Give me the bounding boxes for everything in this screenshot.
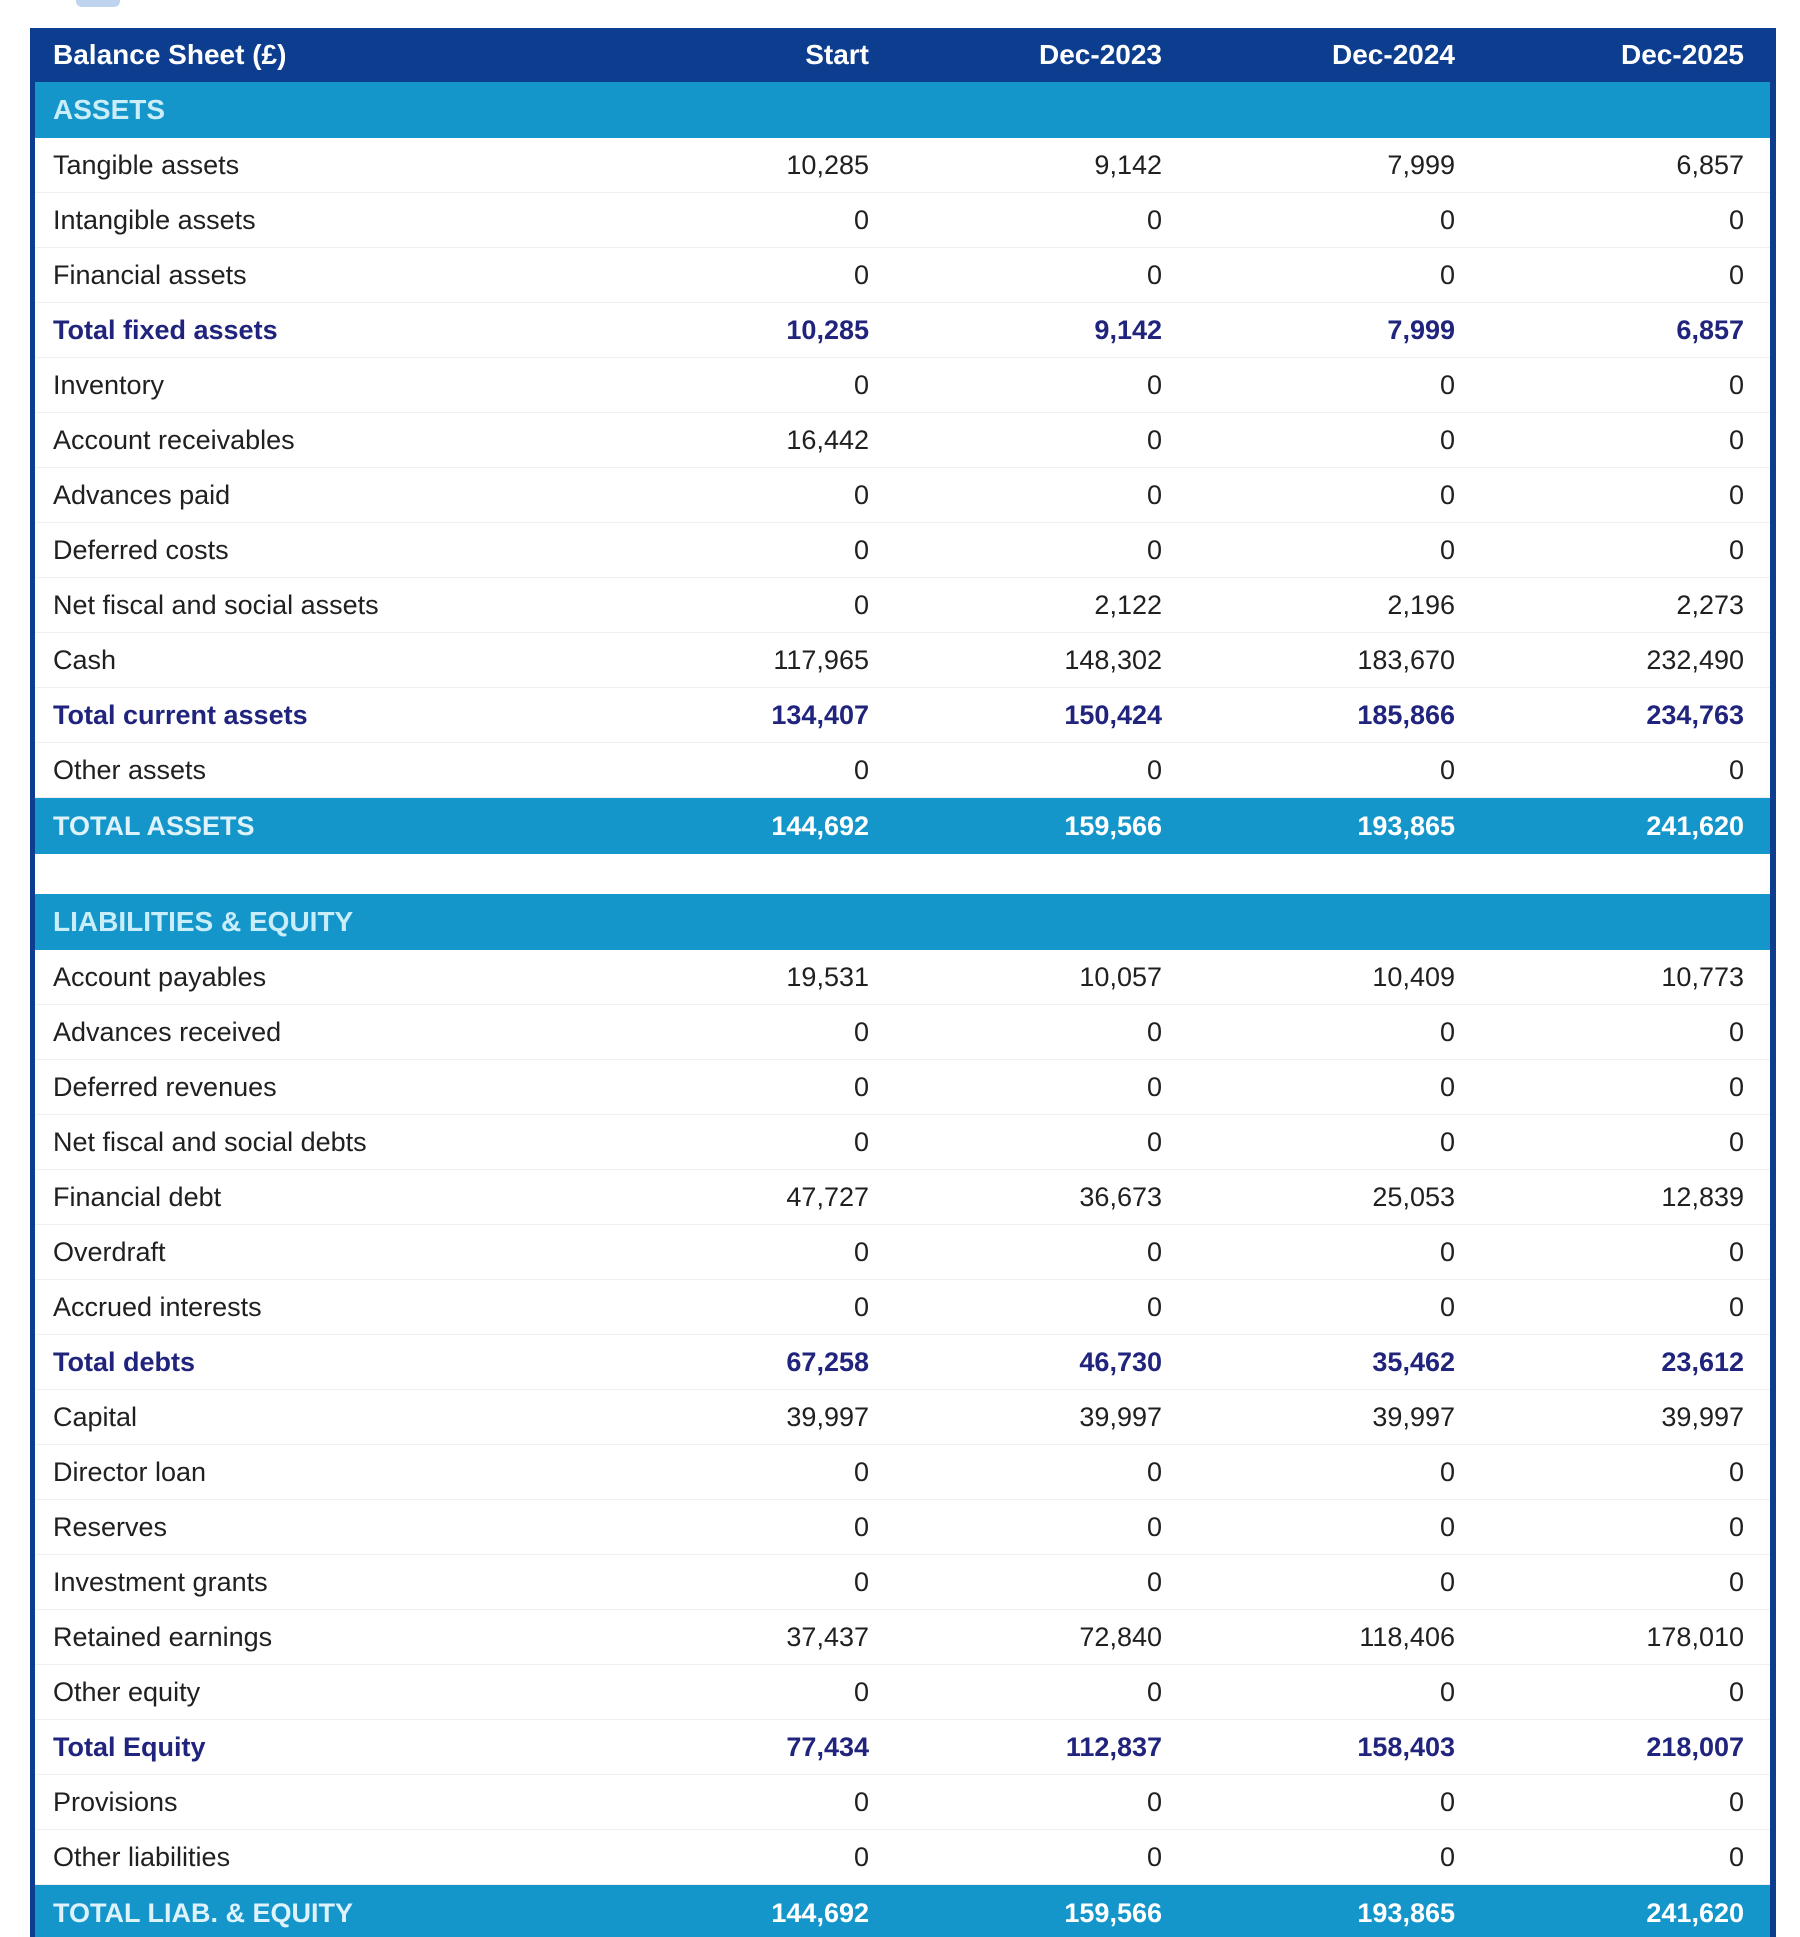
row-value-dec-2024: 185,866 bbox=[1357, 699, 1455, 730]
row-label: Total current assets bbox=[53, 699, 308, 730]
grand-total-row bbox=[35, 1885, 1770, 1937]
grand-total-dec-2023: 159,566 bbox=[1064, 810, 1162, 841]
row-value-start: 0 bbox=[853, 1511, 869, 1542]
row-value-start: 0 bbox=[853, 479, 869, 510]
row-value-dec-2023: 36,673 bbox=[1079, 1181, 1162, 1212]
table-row bbox=[35, 1555, 1770, 1610]
row-value-dec-2024: 0 bbox=[1439, 479, 1455, 510]
table-row bbox=[35, 743, 1770, 798]
row-label: Capital bbox=[53, 1401, 138, 1432]
row-value-dec-2023: 0 bbox=[1146, 479, 1162, 510]
row-value-dec-2024: 0 bbox=[1439, 1676, 1455, 1707]
row-value-dec-2024: 0 bbox=[1439, 259, 1455, 290]
row-value-dec-2025: 0 bbox=[1728, 1511, 1744, 1542]
row-value-start: 10,285 bbox=[786, 149, 869, 180]
row-value-dec-2025: 0 bbox=[1728, 1126, 1744, 1157]
grand-total-dec-2023: 159,566 bbox=[1064, 1897, 1162, 1928]
row-value-start: 0 bbox=[853, 259, 869, 290]
row-value-dec-2024: 183,670 bbox=[1357, 644, 1455, 675]
row-value-dec-2024: 0 bbox=[1439, 204, 1455, 235]
table-row bbox=[35, 303, 1770, 358]
row-value-dec-2025: 0 bbox=[1728, 259, 1744, 290]
table-row bbox=[35, 1445, 1770, 1500]
table-title: Balance Sheet (£) bbox=[53, 39, 287, 70]
row-value-dec-2023: 46,730 bbox=[1079, 1346, 1162, 1377]
balance-sheet-table bbox=[30, 28, 1776, 1937]
row-value-dec-2024: 10,409 bbox=[1372, 961, 1455, 992]
table-row bbox=[35, 1005, 1770, 1060]
row-value-dec-2024: 35,462 bbox=[1372, 1346, 1455, 1377]
row-value-dec-2024: 7,999 bbox=[1387, 314, 1455, 345]
table-row bbox=[35, 1115, 1770, 1170]
row-value-dec-2025: 0 bbox=[1728, 1841, 1744, 1872]
row-value-dec-2024: 0 bbox=[1439, 754, 1455, 785]
section-header-label: LIABILITIES & EQUITY bbox=[53, 906, 354, 937]
row-value-dec-2024: 39,997 bbox=[1372, 1401, 1455, 1432]
row-value-dec-2025: 0 bbox=[1728, 369, 1744, 400]
table-row bbox=[35, 1280, 1770, 1335]
row-label: Other liabilities bbox=[53, 1841, 231, 1872]
row-label: Reserves bbox=[53, 1511, 168, 1542]
row-label: Advances paid bbox=[53, 479, 231, 510]
grand-total-start: 144,692 bbox=[771, 1897, 869, 1928]
section-gap bbox=[35, 854, 1770, 894]
column-header-dec-2023: Dec-2023 bbox=[1039, 39, 1162, 70]
row-label: Intangible assets bbox=[53, 204, 256, 235]
row-value-dec-2023: 0 bbox=[1146, 1236, 1162, 1267]
row-label: Cash bbox=[53, 644, 117, 675]
row-label: Financial assets bbox=[53, 259, 247, 290]
row-value-start: 0 bbox=[853, 1071, 869, 1102]
row-value-dec-2023: 0 bbox=[1146, 1016, 1162, 1047]
row-value-dec-2023: 0 bbox=[1146, 534, 1162, 565]
table-row bbox=[35, 1610, 1770, 1665]
row-value-start: 0 bbox=[853, 1676, 869, 1707]
row-value-dec-2025: 10,773 bbox=[1661, 961, 1744, 992]
row-value-start: 19,531 bbox=[786, 961, 869, 992]
row-value-dec-2024: 0 bbox=[1439, 369, 1455, 400]
row-value-dec-2024: 0 bbox=[1439, 1126, 1455, 1157]
row-value-start: 0 bbox=[853, 1786, 869, 1817]
row-label: Total debts bbox=[53, 1346, 196, 1377]
table-row bbox=[35, 248, 1770, 303]
row-value-dec-2025: 0 bbox=[1728, 424, 1744, 455]
row-value-dec-2023: 0 bbox=[1146, 1841, 1162, 1872]
table-row bbox=[35, 688, 1770, 743]
row-label: Other equity bbox=[53, 1676, 201, 1707]
table-row bbox=[35, 950, 1770, 1005]
row-value-dec-2025: 232,490 bbox=[1646, 644, 1744, 675]
row-value-dec-2025: 178,010 bbox=[1646, 1621, 1744, 1652]
row-label: Other assets bbox=[53, 754, 207, 785]
row-value-dec-2024: 0 bbox=[1439, 1236, 1455, 1267]
row-value-dec-2024: 0 bbox=[1439, 1511, 1455, 1542]
table-row bbox=[35, 1390, 1770, 1445]
row-value-dec-2025: 0 bbox=[1728, 204, 1744, 235]
row-value-dec-2023: 9,142 bbox=[1094, 314, 1162, 345]
table-row bbox=[35, 1060, 1770, 1115]
row-label: Accrued interests bbox=[53, 1291, 262, 1322]
row-value-dec-2024: 25,053 bbox=[1372, 1181, 1455, 1212]
table-row bbox=[35, 523, 1770, 578]
row-value-dec-2023: 2,122 bbox=[1094, 589, 1162, 620]
row-value-start: 117,965 bbox=[773, 644, 869, 675]
row-label: Inventory bbox=[53, 369, 165, 400]
row-value-dec-2025: 12,839 bbox=[1661, 1181, 1744, 1212]
row-value-dec-2025: 234,763 bbox=[1646, 699, 1744, 730]
table-row bbox=[35, 1170, 1770, 1225]
column-header-start: Start bbox=[805, 39, 869, 70]
row-value-dec-2023: 0 bbox=[1146, 1786, 1162, 1817]
row-value-dec-2023: 0 bbox=[1146, 204, 1162, 235]
grand-total-dec-2024: 193,865 bbox=[1357, 810, 1455, 841]
row-value-dec-2025: 218,007 bbox=[1646, 1731, 1744, 1762]
grand-total-dec-2025: 241,620 bbox=[1646, 1897, 1744, 1928]
table-body bbox=[35, 82, 1770, 1937]
row-label: Net fiscal and social debts bbox=[53, 1126, 367, 1157]
row-label: Overdraft bbox=[53, 1236, 166, 1267]
row-value-dec-2023: 150,424 bbox=[1064, 699, 1162, 730]
grand-total-label: TOTAL LIAB. & EQUITY bbox=[53, 1897, 354, 1928]
row-value-start: 37,437 bbox=[786, 1621, 869, 1652]
row-value-dec-2023: 72,840 bbox=[1079, 1621, 1162, 1652]
row-value-start: 67,258 bbox=[786, 1346, 869, 1377]
row-value-start: 0 bbox=[853, 754, 869, 785]
row-value-dec-2025: 6,857 bbox=[1676, 149, 1744, 180]
row-label: Net fiscal and social assets bbox=[53, 589, 379, 620]
section-header bbox=[35, 82, 1770, 138]
row-value-dec-2025: 0 bbox=[1728, 1071, 1744, 1102]
section-header bbox=[35, 894, 1770, 950]
row-value-start: 0 bbox=[853, 1236, 869, 1267]
grand-total-dec-2024: 193,865 bbox=[1357, 1897, 1455, 1928]
row-value-dec-2024: 0 bbox=[1439, 534, 1455, 565]
row-value-dec-2023: 112,837 bbox=[1065, 1731, 1162, 1762]
row-value-dec-2025: 0 bbox=[1728, 1016, 1744, 1047]
section-header-label: ASSETS bbox=[53, 94, 166, 125]
table-row bbox=[35, 1830, 1770, 1885]
table-row bbox=[35, 1665, 1770, 1720]
row-value-dec-2024: 7,999 bbox=[1387, 149, 1455, 180]
row-value-start: 0 bbox=[853, 1016, 869, 1047]
row-value-dec-2024: 0 bbox=[1439, 424, 1455, 455]
row-label: Retained earnings bbox=[53, 1621, 273, 1652]
row-value-dec-2023: 0 bbox=[1146, 259, 1162, 290]
row-value-dec-2023: 0 bbox=[1146, 1291, 1162, 1322]
row-value-dec-2023: 9,142 bbox=[1094, 149, 1162, 180]
row-value-dec-2024: 0 bbox=[1439, 1566, 1455, 1597]
row-value-start: 47,727 bbox=[786, 1181, 869, 1212]
row-value-dec-2025: 23,612 bbox=[1661, 1346, 1744, 1377]
row-value-start: 0 bbox=[853, 1126, 869, 1157]
row-value-dec-2024: 0 bbox=[1439, 1071, 1455, 1102]
row-value-dec-2023: 0 bbox=[1146, 1126, 1162, 1157]
row-value-dec-2025: 0 bbox=[1728, 479, 1744, 510]
grand-total-dec-2025: 241,620 bbox=[1646, 810, 1744, 841]
row-label: Financial debt bbox=[53, 1181, 222, 1212]
row-value-dec-2024: 0 bbox=[1439, 1786, 1455, 1817]
row-value-start: 0 bbox=[853, 589, 869, 620]
table-row bbox=[35, 1720, 1770, 1775]
row-value-start: 0 bbox=[853, 1841, 869, 1872]
row-value-dec-2025: 0 bbox=[1728, 1291, 1744, 1322]
grand-total-label: TOTAL ASSETS bbox=[53, 810, 255, 841]
row-value-dec-2024: 0 bbox=[1439, 1841, 1455, 1872]
row-label: Advances received bbox=[53, 1016, 282, 1047]
row-value-dec-2023: 39,997 bbox=[1079, 1401, 1162, 1432]
column-header-dec-2024: Dec-2024 bbox=[1332, 39, 1455, 70]
row-value-dec-2025: 0 bbox=[1728, 1456, 1744, 1487]
row-value-dec-2024: 0 bbox=[1439, 1291, 1455, 1322]
row-value-dec-2025: 39,997 bbox=[1661, 1401, 1744, 1432]
table-row bbox=[35, 1335, 1770, 1390]
row-value-dec-2023: 0 bbox=[1146, 1511, 1162, 1542]
row-value-start: 134,407 bbox=[771, 699, 869, 730]
row-value-dec-2025: 2,273 bbox=[1676, 589, 1744, 620]
row-label: Total fixed assets bbox=[53, 314, 278, 345]
row-value-start: 39,997 bbox=[786, 1401, 869, 1432]
row-value-dec-2024: 0 bbox=[1439, 1016, 1455, 1047]
row-value-dec-2025: 0 bbox=[1728, 1236, 1744, 1267]
row-value-dec-2023: 148,302 bbox=[1064, 644, 1162, 675]
table-row bbox=[35, 138, 1770, 193]
row-value-dec-2023: 0 bbox=[1146, 369, 1162, 400]
row-value-dec-2023: 0 bbox=[1146, 1071, 1162, 1102]
table-row bbox=[35, 1500, 1770, 1555]
row-label: Deferred costs bbox=[53, 534, 229, 565]
row-value-start: 77,434 bbox=[786, 1731, 869, 1762]
table-row bbox=[35, 193, 1770, 248]
table-row bbox=[35, 633, 1770, 688]
grand-total-start: 144,692 bbox=[771, 810, 869, 841]
grand-total-row bbox=[35, 798, 1770, 854]
table-header-row bbox=[35, 28, 1770, 82]
row-value-dec-2024: 118,406 bbox=[1359, 1621, 1455, 1652]
table-row bbox=[35, 358, 1770, 413]
row-value-start: 0 bbox=[853, 1456, 869, 1487]
row-value-dec-2025: 6,857 bbox=[1676, 314, 1744, 345]
row-label: Account receivables bbox=[53, 424, 295, 455]
row-value-dec-2023: 0 bbox=[1146, 424, 1162, 455]
row-label: Director loan bbox=[53, 1456, 207, 1487]
row-value-dec-2025: 0 bbox=[1728, 1566, 1744, 1597]
row-label: Investment grants bbox=[53, 1566, 268, 1597]
row-value-dec-2023: 10,057 bbox=[1079, 961, 1162, 992]
row-value-dec-2023: 0 bbox=[1146, 1566, 1162, 1597]
row-value-start: 0 bbox=[853, 1291, 869, 1322]
row-value-dec-2024: 0 bbox=[1439, 1456, 1455, 1487]
row-label: Tangible assets bbox=[53, 149, 240, 180]
row-value-dec-2023: 0 bbox=[1146, 754, 1162, 785]
table-row bbox=[35, 578, 1770, 633]
table-row bbox=[35, 1225, 1770, 1280]
row-value-dec-2025: 0 bbox=[1728, 1676, 1744, 1707]
table-row bbox=[35, 468, 1770, 523]
row-value-start: 0 bbox=[853, 1566, 869, 1597]
row-value-dec-2023: 0 bbox=[1146, 1676, 1162, 1707]
row-label: Account payables bbox=[53, 961, 267, 992]
row-value-dec-2024: 158,403 bbox=[1357, 1731, 1455, 1762]
row-value-start: 0 bbox=[853, 534, 869, 565]
row-value-start: 16,442 bbox=[786, 424, 869, 455]
row-value-dec-2024: 2,196 bbox=[1387, 589, 1455, 620]
cropped-page-artifact bbox=[76, 0, 120, 7]
row-value-dec-2025: 0 bbox=[1728, 1786, 1744, 1817]
row-value-start: 0 bbox=[853, 369, 869, 400]
row-value-start: 0 bbox=[853, 204, 869, 235]
row-label: Provisions bbox=[53, 1786, 178, 1817]
row-value-dec-2025: 0 bbox=[1728, 754, 1744, 785]
row-value-dec-2023: 0 bbox=[1146, 1456, 1162, 1487]
row-label: Deferred revenues bbox=[53, 1071, 277, 1102]
row-value-dec-2025: 0 bbox=[1728, 534, 1744, 565]
column-header-dec-2025: Dec-2025 bbox=[1621, 39, 1744, 70]
table-row bbox=[35, 1775, 1770, 1830]
row-value-start: 10,285 bbox=[786, 314, 869, 345]
table-row bbox=[35, 413, 1770, 468]
row-label: Total Equity bbox=[53, 1731, 206, 1762]
